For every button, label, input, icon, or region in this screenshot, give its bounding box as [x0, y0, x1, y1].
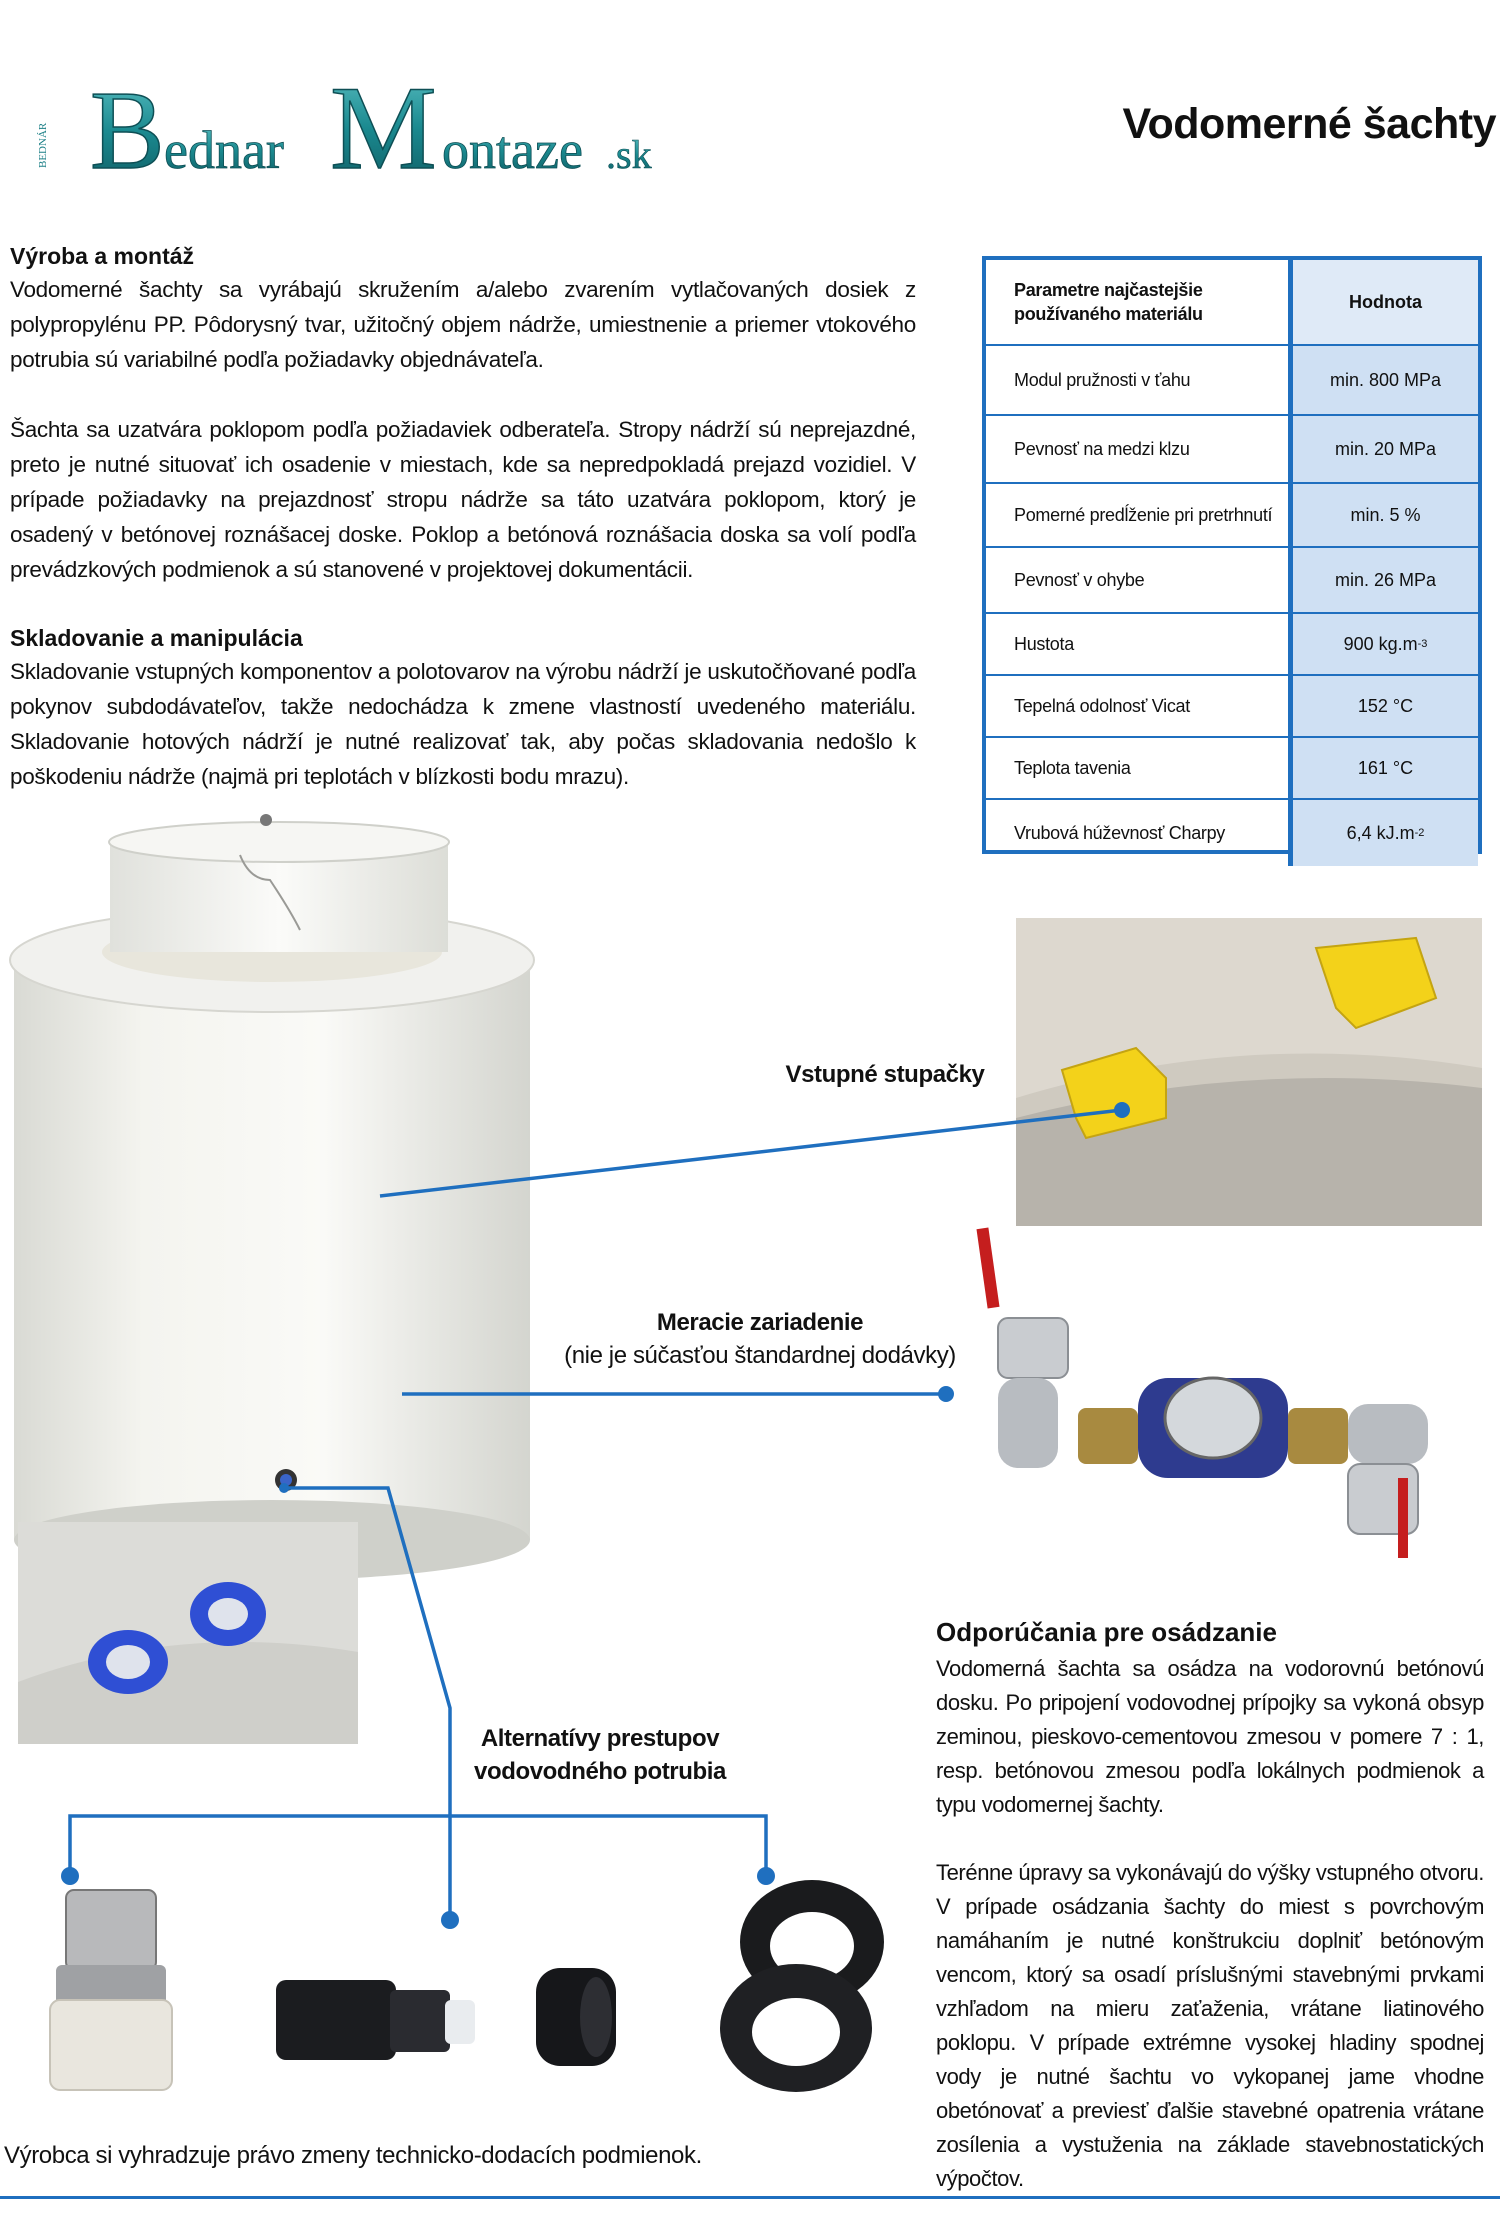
meter-label [560, 1306, 960, 1372]
table-header-value: Hodnota [1288, 260, 1478, 346]
table-cell-value: min. 26 MPa [1288, 548, 1478, 614]
water-meter-image [968, 1228, 1480, 1576]
table-cell-value: min. 800 MPa [1288, 346, 1478, 416]
intro-text [10, 240, 916, 794]
table-header-parameter: Parametre najčastejšie používaného materiálu [986, 260, 1288, 346]
page-title: Vodomerné šachty [1122, 100, 1496, 148]
installation-paragraph-2: Terénne úpravy sa vykonávajú do výšky vstupného otvoru. V prípade osádzania šachty do miest s povrchovým namáhaním je nutné konštrukciu doplniť betónovým vencom, ktorý sa osadí príslušnými stavebnými prvkami vzhľadom na mieru zaťaženia, vrátane liatinového poklopu. V prípade extrémne vysokej hladiny spodnej vody je nutné šachtu vo vykopanej jame vhodne obetónovať a previesť ďalšie stavebné opatrenia vrátane zosílenia a vystuženia na základe stavebnostatických výpočtov. [936, 1860, 1484, 2191]
rubber-rings-image [712, 1872, 888, 2100]
logo-word-ontaze: ontaze [442, 120, 583, 180]
table-cell-param: Tepelná odolnosť Vicat [986, 676, 1288, 738]
table-cell-param: Pomerné predĺženie pri pretrhnutí [986, 484, 1288, 548]
logo-word-sk: .sk [606, 132, 652, 177]
threaded-adapter-image [36, 1880, 186, 2100]
table-cell-param: Pevnosť na medzi klzu [986, 416, 1288, 484]
footer-disclaimer: Výrobca si vyhradzuje právo zmeny technicko-dodacích podmienok. [4, 2142, 702, 2169]
pipe-alternatives-label [440, 1722, 760, 1788]
installation-text [936, 1612, 1484, 2196]
installation-paragraph-1: Vodomerná šachta sa osádza na vodorovnú betónovú dosku. Po pripojení vodovodnej prípojky sa vykoná obsyp zeminou, pieskovo-cementovou zmesou v pomere 7 : 1, resp. betónovou zmesou podľa lokálnych podmienok a typu vodomernej šachty. [936, 1656, 1484, 1817]
charpy-exponent: -2 [1414, 827, 1425, 839]
pipe-connectors-image [18, 1522, 358, 1744]
pipe-label-line1: Alternatívy prestupov [480, 1725, 720, 1752]
entry-steps-label: Vstupné stupačky [785, 1061, 985, 1088]
pipe-label-line2: vodovodného potrubia [474, 1758, 726, 1785]
table-cell-param: Vrubová húževnosť Charpy [1014, 822, 1226, 843]
production-paragraph-2: Šachta sa uzatvára poklopom podľa požiadaviek odberateľa. Stropy nádrží sú neprejazdné, preto je nutné situovať ich osadenie v miestach, kde sa nepredpokladá prejazd vozidiel. V prípade požiadavky na prejazdnosť stropu nádrže sa táto uzatvára poklopom, ktorý je osadený v betónovej roznášacej doske. Poklop a betónová roznášacia doska sa volí podľa prevádzkových podmienok a sú stanovené v projektovej dokumentácii. [10, 417, 916, 582]
logo-letter-m: M [330, 61, 437, 194]
table-cell-param: Hustota [986, 614, 1288, 676]
density-value: 900 kg.m [1343, 633, 1418, 654]
table-cell-value [1288, 614, 1478, 676]
density-exponent: -3 [1417, 638, 1428, 650]
logo-small-left: BEDNÁR [37, 122, 49, 168]
table-cell-value: min. 20 MPa [1288, 416, 1478, 484]
table-cell-value: min. 5 % [1288, 484, 1478, 548]
table-cell-param: Modul pružnosti v ťahu [986, 346, 1288, 416]
logo-word-ednar: ednar [164, 120, 284, 180]
charpy-value: 6,4 kJ.m [1346, 822, 1415, 843]
entry-steps-image [1016, 918, 1482, 1226]
table-cell-value: 161 °C [1288, 738, 1478, 800]
water-meter-shaft-image [0, 820, 540, 1580]
sealing-sleeve-image [526, 1958, 626, 2076]
table-cell-param: Pevnosť v ohybe [986, 548, 1288, 614]
meter-label-note: (nie je súčasťou štandardnej dodávky) [564, 1342, 956, 1369]
logo-letter-b: B [90, 69, 165, 193]
table-cell-value [1288, 800, 1478, 866]
meter-label-title: Meracie zariadenie [656, 1309, 864, 1336]
table-cell-value: 152 °C [1288, 676, 1478, 738]
production-heading: Výroba a montáž [10, 243, 195, 269]
production-paragraph-1: Vodomerné šachty sa vyrábajú skružením a/alebo zvarením vytlačovaných dosiek z polypropylénu PP. Pôdorysný tvar, užitočný objem nádrže, umiestnenie a priemer vtokového potrubia sú variabilné podľa požiadavky objednávateľa. [10, 277, 916, 372]
installation-heading: Odporúčania pre osádzanie [936, 1617, 1277, 1647]
company-logo [37, 58, 696, 194]
table-cell-param: Teplota tavenia [986, 738, 1288, 800]
compression-fitting-image [270, 1960, 480, 2080]
storage-paragraph: Skladovanie vstupných komponentov a polotovarov na výrobu nádrží je uskutočňované podľa pokynov subdodávateľov, takže nedochádza k zmene vlastností uvedeného materiálu. Skladovanie hotových nádrží je nutné realizovať tak, aby počas skladovania nedošlo k poškodeniu nádrže (najmä pri teplotách v blízkosti bodu mrazu). [10, 659, 916, 789]
footer-divider [0, 2196, 1500, 2199]
storage-heading: Skladovanie a manipulácia [10, 625, 303, 651]
material-parameters-table [982, 256, 1482, 854]
